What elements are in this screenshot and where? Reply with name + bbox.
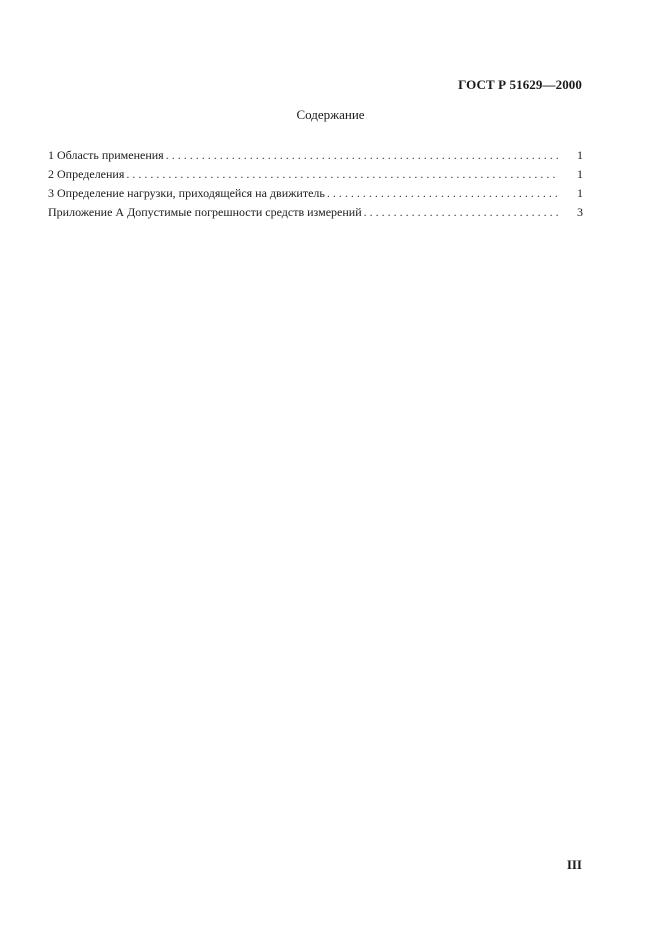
dot-leader — [327, 184, 559, 203]
toc-entry[interactable] — [48, 146, 583, 165]
page-number: III — [566, 857, 582, 872]
document-code: ГОСТ Р 51629—2000 — [458, 77, 582, 92]
toc-entry-label: 3 Определение нагрузки, приходящейся на движитель — [48, 186, 325, 200]
dot-leader — [364, 203, 559, 222]
toc-entry-page: 1 — [577, 167, 583, 181]
toc-entry-label: Приложение А Допустимые погрешности средств измерений — [48, 205, 362, 219]
toc-entry[interactable] — [48, 165, 583, 184]
toc-entry[interactable] — [48, 184, 583, 203]
toc-entry[interactable] — [48, 203, 583, 222]
toc-entry-page: 1 — [577, 186, 583, 200]
toc-entry-label: 1 Область применения — [48, 148, 164, 162]
toc-entry-page: 1 — [577, 148, 583, 162]
dot-leader — [126, 165, 559, 184]
toc-entry-page: 3 — [577, 205, 583, 219]
toc-title: Содержание — [296, 107, 365, 122]
table-of-contents — [48, 146, 583, 222]
toc-entry-label: 2 Определения — [48, 167, 125, 181]
dot-leader — [166, 146, 559, 165]
